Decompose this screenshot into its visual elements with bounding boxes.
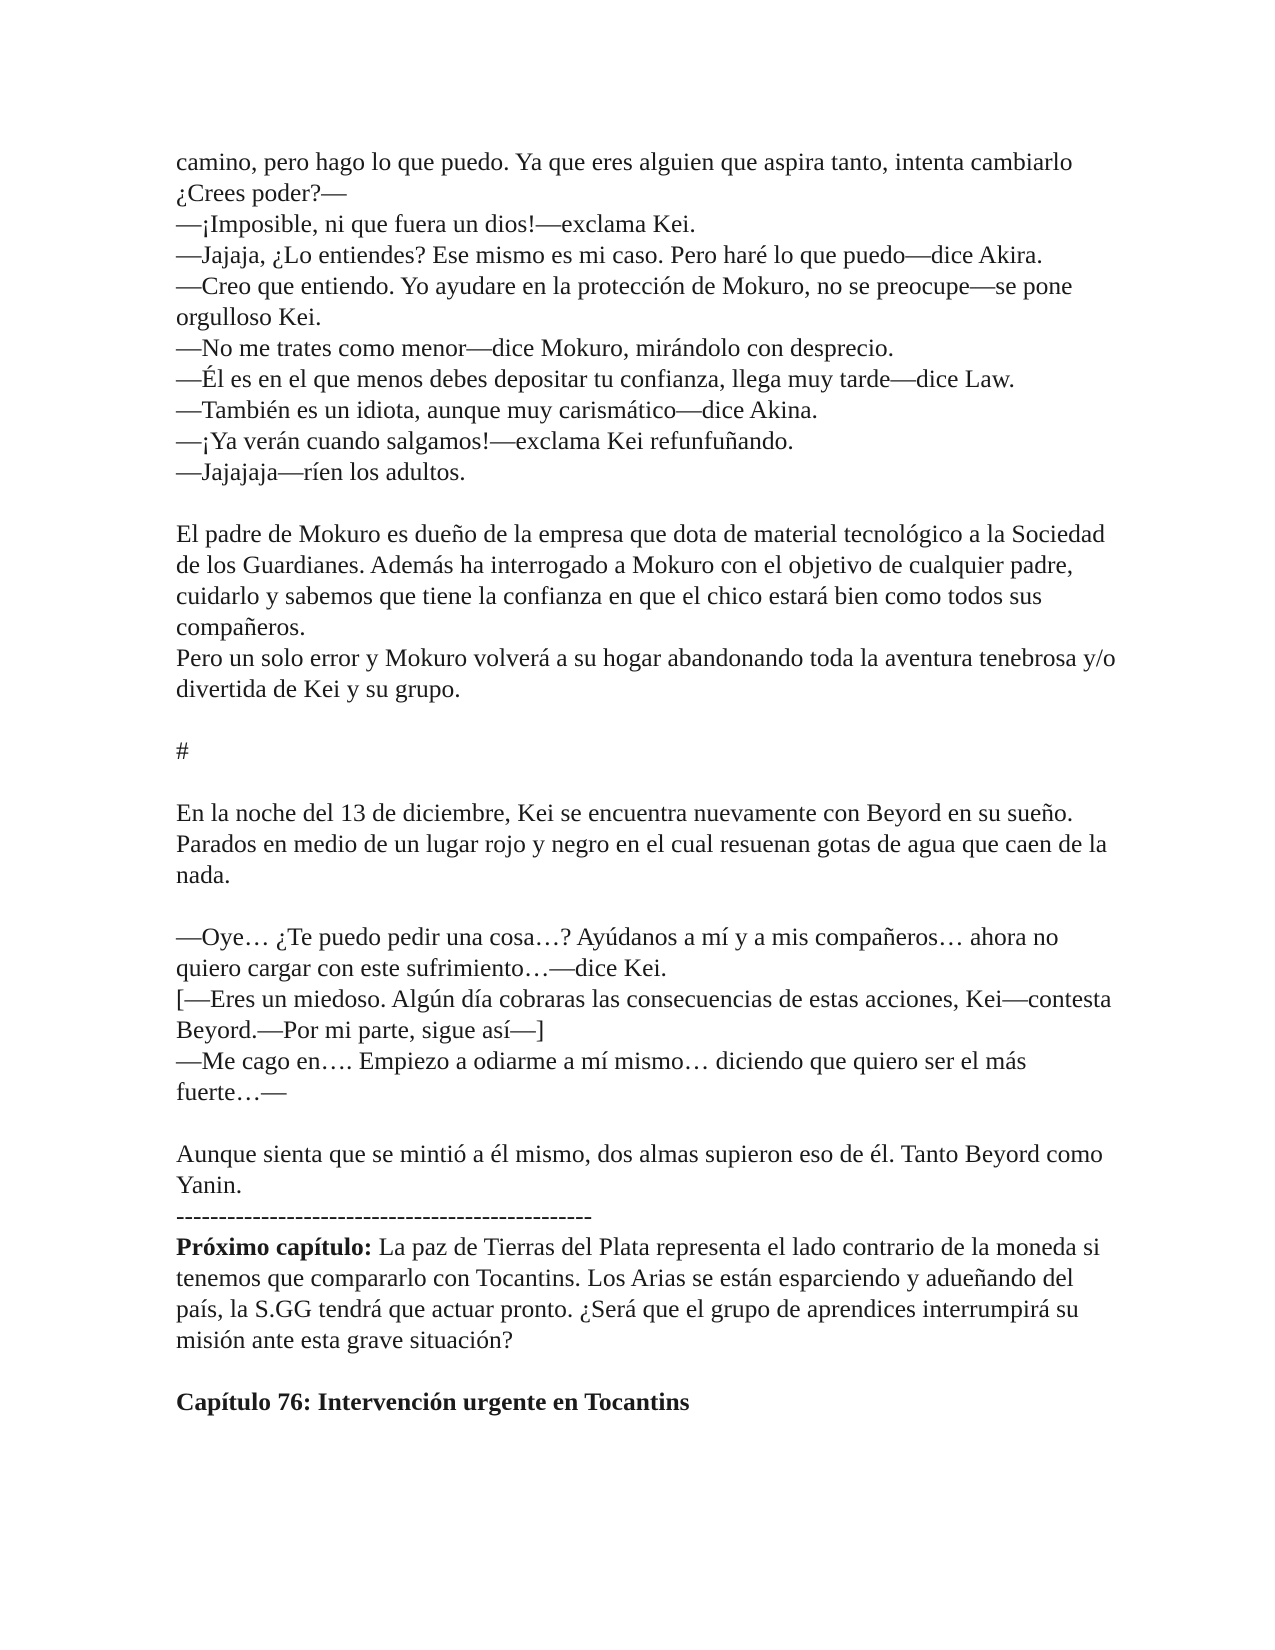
narration-block-2 [176, 797, 1116, 890]
narration-paragraph: En la noche del 13 de diciembre, Kei se encuentra nuevamente con Beyord en su sueño. Parados en medio de un lugar rojo y negro en el cual resuenan gotas de agua que caen de la nada. [176, 798, 1108, 889]
narration-block-3 [176, 1138, 1116, 1355]
dialogue-line: —Él es en el que menos debes depositar tu confianza, llega muy tarde—dice Law. [176, 364, 1015, 393]
paragraph-gap [176, 1107, 1116, 1138]
dialogue-block-1 [176, 146, 1116, 487]
next-chapter-text: La paz de Tierras del Plata representa el lado contrario de la moneda si tenemos que compararlo con Tocantins. Los Arias se están esparciendo y adueñando del país, la S.GG tendrá que actuar pronto. ¿Será que el grupo de aprendices interrumpirá su misión ante esta grave situación? [176, 1232, 1101, 1354]
paragraph-gap [176, 704, 1116, 735]
narration-paragraph: Pero un solo error y Mokuro volverá a su hogar abandonando toda la aventura tenebrosa y/o divertida de Kei y su grupo. [176, 643, 1116, 703]
dialogue-line: camino, pero hago lo que puedo. Ya que eres alguien que aspira tanto, intenta cambiarlo ¿Crees poder?— [176, 147, 1073, 207]
dialogue-line: —Oye… ¿Te puedo pedir una cosa…? Ayúdanos a mí y a mis compañeros… ahora no quiero cargar con este sufrimiento…—dice Kei. [176, 922, 1059, 982]
dialogue-line: —No me trates como menor—dice Mokuro, mirándolo con desprecio. [176, 333, 895, 362]
dialogue-line: —¡Imposible, ni que fuera un dios!—exclama Kei. [176, 209, 696, 238]
dialogue-line: —Jajaja, ¿Lo entiendes? Ese mismo es mi caso. Pero haré lo que puedo—dice Akira. [176, 240, 1043, 269]
next-chapter-label: Próximo capítulo: [176, 1232, 373, 1261]
dialogue-line: [—Eres un miedoso. Algún día cobraras las consecuencias de estas acciones, Kei—contesta Beyord.—Por mi parte, sigue así—] [176, 984, 1112, 1044]
paragraph-gap [176, 1355, 1116, 1386]
narration-paragraph: Aunque sienta que se mintió a él mismo, dos almas supieron eso de él. Tanto Beyord como Yanin. [176, 1139, 1103, 1199]
scene-break: # [176, 736, 189, 765]
dialogue-line: —Creo que entiendo. Yo ayudare en la protección de Mokuro, no se preocupe—se pone orgulloso Kei. [176, 271, 1073, 331]
dialogue-block-2 [176, 921, 1116, 1107]
paragraph-gap [176, 766, 1116, 797]
paragraph-gap [176, 890, 1116, 921]
section-separator: ------------------------------------------------- [176, 1201, 593, 1230]
dialogue-line: —Jajajaja—ríen los adultos. [176, 457, 466, 486]
dialogue-line: —También es un idiota, aunque muy carismático—dice Akina. [176, 395, 818, 424]
next-chapter-preview [176, 1231, 1116, 1355]
dialogue-line: —¡Ya verán cuando salgamos!—exclama Kei refunfuñando. [176, 426, 794, 455]
dialogue-line: —Me cago en…. Empiezo a odiarme a mí mismo… diciendo que quiero ser el más fuerte…— [176, 1046, 1027, 1106]
narration-paragraph: El padre de Mokuro es dueño de la empresa que dota de material tecnológico a la Sociedad de los Guardianes. Además ha interrogado a Mokuro con el objetivo de cualquier padre, cuidarlo y sabemos que tiene la confianza en que el chico estará bien como todos sus compañeros. [176, 519, 1105, 641]
chapter-title: Capítulo 76: Intervención urgente en Tocantins [176, 1387, 690, 1416]
page-content [176, 146, 1116, 1417]
narration-block-1 [176, 518, 1116, 704]
paragraph-gap [176, 487, 1116, 518]
scene-break-block [176, 735, 1116, 766]
